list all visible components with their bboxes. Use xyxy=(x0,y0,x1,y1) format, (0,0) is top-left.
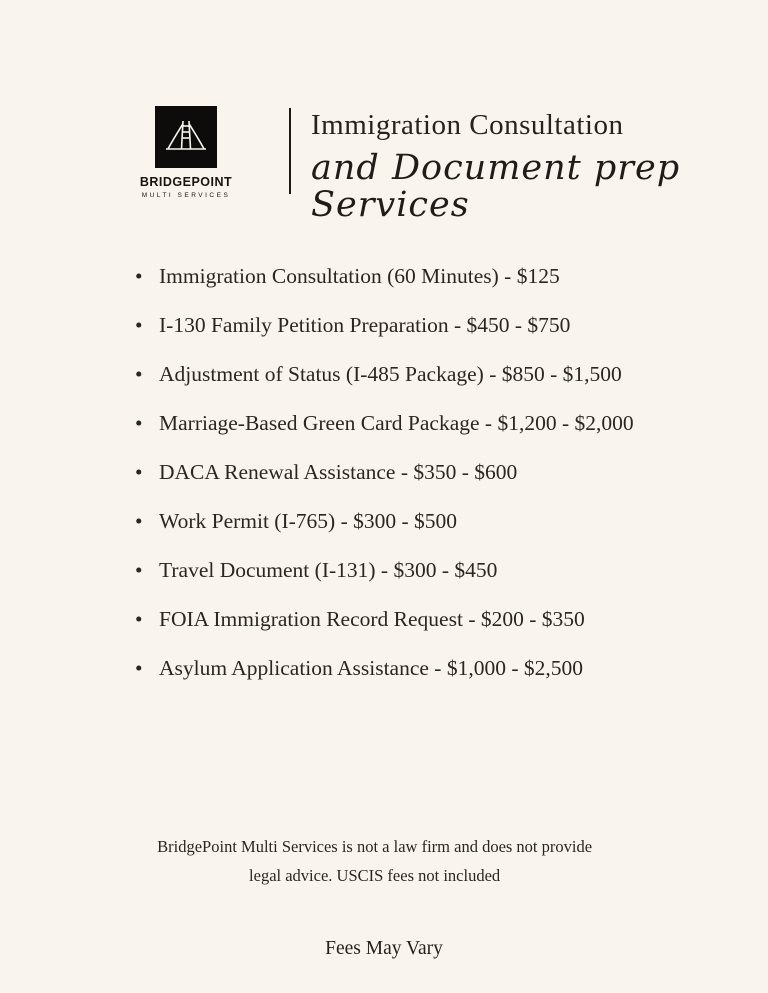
bullet-icon: • xyxy=(135,313,143,337)
service-item-label: Adjustment of Status (I-485 Package) - $850 - $1,500 xyxy=(159,362,622,386)
title-block xyxy=(311,110,680,223)
service-item xyxy=(135,301,680,350)
bullet-icon: • xyxy=(135,362,143,386)
bridge-tower-icon xyxy=(164,115,208,159)
fees-note: Fees May Vary xyxy=(325,938,443,959)
bullet-icon: • xyxy=(135,607,143,631)
vertical-divider xyxy=(289,108,291,194)
service-item xyxy=(135,595,680,644)
page-subtitle-line2: Services xyxy=(311,184,470,225)
bullet-icon: • xyxy=(135,509,143,533)
service-item xyxy=(135,448,680,497)
bullet-icon: • xyxy=(135,656,143,680)
service-item-label: Immigration Consultation (60 Minutes) - $125 xyxy=(159,264,560,288)
service-item xyxy=(135,350,680,399)
service-item-label: DACA Renewal Assistance - $350 - $600 xyxy=(159,460,518,484)
bullet-icon: • xyxy=(135,264,143,288)
service-item-label: Work Permit (I-765) - $300 - $500 xyxy=(159,509,458,533)
service-item xyxy=(135,644,680,693)
bullet-icon: • xyxy=(135,460,143,484)
disclaimer-text: BridgePoint Multi Services is not a law firm and does not provide legal advice. USCIS fees not included xyxy=(157,837,593,885)
bullet-icon: • xyxy=(135,558,143,582)
service-item xyxy=(135,399,680,448)
service-item xyxy=(135,252,680,301)
service-item xyxy=(135,497,680,546)
page-subtitle-line1: and Document prep xyxy=(311,147,681,188)
logo-square xyxy=(155,106,217,168)
logo xyxy=(140,106,232,199)
logo-name: BRIDGEPOINT xyxy=(139,175,233,189)
service-item xyxy=(135,546,680,595)
service-item-label: FOIA Immigration Record Request - $200 - $350 xyxy=(159,607,585,631)
service-item-label: Asylum Application Assistance - $1,000 - $2,500 xyxy=(159,656,583,680)
bullet-icon: • xyxy=(135,411,143,435)
service-item-label: Marriage-Based Green Card Package - $1,200 - $2,000 xyxy=(159,411,634,435)
header xyxy=(140,106,680,223)
logo-tagline: MULTI SERVICES xyxy=(141,192,231,199)
service-item-label: Travel Document (I-131) - $300 - $450 xyxy=(159,558,498,582)
services-list xyxy=(135,252,680,693)
service-item-label: I-130 Family Petition Preparation - $450 - $750 xyxy=(159,313,571,337)
page-title: Immigration Consultation xyxy=(311,109,624,141)
